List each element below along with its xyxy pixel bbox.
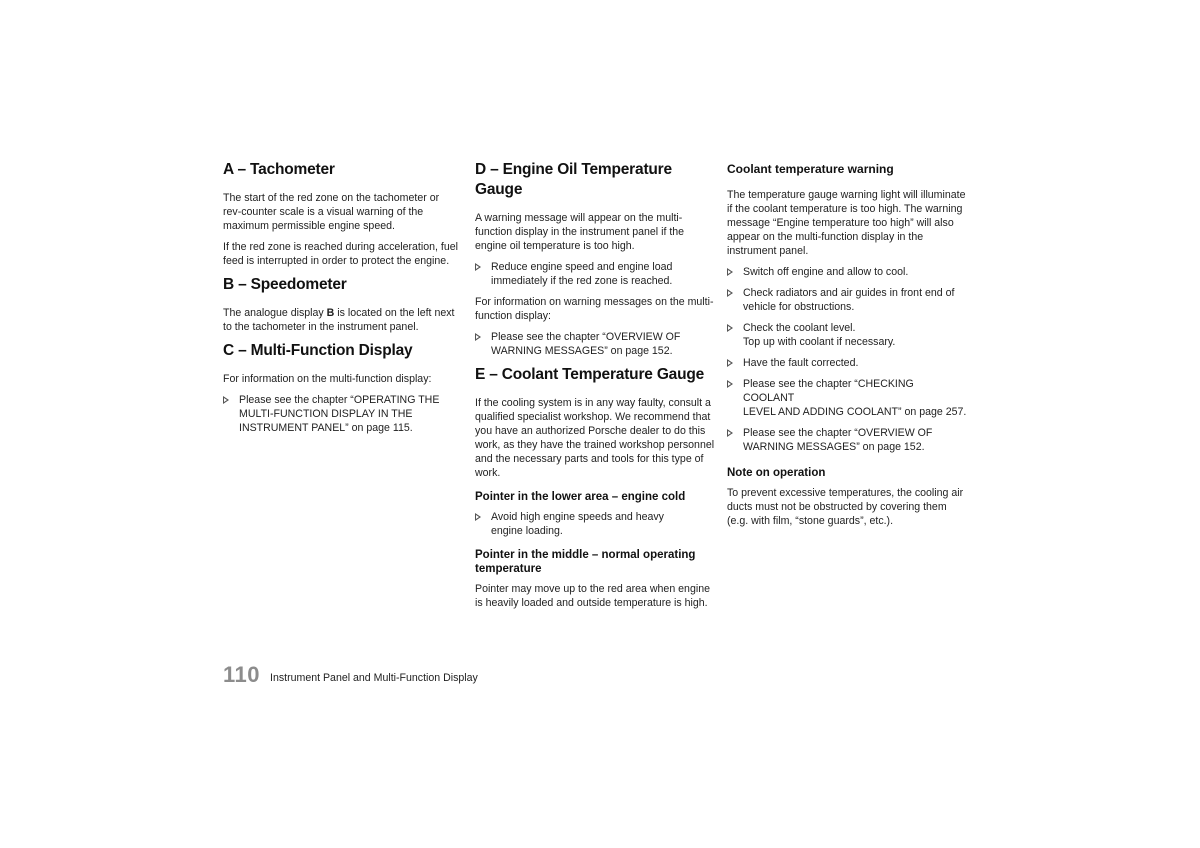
page-number: 110 <box>223 662 260 687</box>
triangle-bullet-icon <box>475 333 481 341</box>
text: is located on the left next to the tachometer in the instrument panel. <box>223 307 455 333</box>
paragraph: The temperature gauge warning light will illuminate if the coolant temperature is too high. The warning message “Engine temperature too high” will also appear on the multi-function display in the instrument panel. <box>727 189 966 257</box>
bullet-text: Reduce engine speed and engine load immediately if the red zone is reached. <box>491 261 673 287</box>
column-3 <box>727 160 967 535</box>
bullet-item <box>727 426 967 454</box>
paragraph: For information on the multi-function display: <box>223 373 432 385</box>
column-2 <box>475 160 715 617</box>
bullet-text: Avoid high engine speeds and heavy engine loading. <box>491 511 664 537</box>
bullet-item <box>727 265 967 279</box>
triangle-bullet-icon <box>727 268 733 276</box>
section-title-multi-function-display: C – Multi-Function Display <box>223 342 413 359</box>
subheading-note-on-operation: Note on operation <box>727 467 826 479</box>
paragraph: The start of the red zone on the tachometer or rev-counter scale is a visual warning of the maximum permissible engine speed. <box>223 192 440 232</box>
bullet-item <box>727 286 967 314</box>
chapter-title: Instrument Panel and Multi-Function Display <box>270 672 478 684</box>
column-1 <box>223 160 459 442</box>
paragraph <box>223 306 459 334</box>
triangle-bullet-icon <box>475 513 481 521</box>
triangle-bullet-icon <box>475 263 481 271</box>
bullet-item <box>727 377 967 419</box>
section-title-tachometer: A – Tachometer <box>223 161 335 178</box>
bullet-text: Please see the chapter “OVERVIEW OF WARNING MESSAGES” on page 152. <box>743 427 933 453</box>
paragraph: If the red zone is reached during acceleration, fuel feed is interrupted in order to protect the engine. <box>223 241 458 267</box>
paragraph: For information on warning messages on the multi-function display: <box>475 296 714 322</box>
text: The analogue display <box>223 307 327 319</box>
triangle-bullet-icon <box>727 324 733 332</box>
bullet-text: Check radiators and air guides in front end of vehicle for obstructions. <box>743 287 955 313</box>
triangle-bullet-icon <box>727 429 733 437</box>
bullet-item <box>727 356 967 370</box>
paragraph: Pointer may move up to the red area when engine is heavily loaded and outside temperature is high. <box>475 583 710 609</box>
triangle-bullet-icon <box>727 380 733 388</box>
subheading: Pointer in the lower area – engine cold <box>475 491 686 503</box>
triangle-bullet-icon <box>223 396 229 404</box>
bullet-text: Have the fault corrected. <box>743 357 859 369</box>
section-title-coolant-warning: Coolant temperature warning <box>727 162 894 176</box>
subheading: Pointer in the middle – normal operating temperature <box>475 549 696 575</box>
paragraph: A warning message will appear on the multi-function display in the instrument panel if the engine oil temperature is too high. <box>475 212 685 252</box>
section-title-oil-temperature-gauge: D – Engine Oil Temperature Gauge <box>475 161 672 198</box>
bullet-text: Please see the chapter “OPERATING THE MULTI-FUNCTION DISPLAY IN THE INSTRUMENT PANEL” on page 115. <box>239 394 440 434</box>
bullet-text: Please see the chapter “CHECKING COOLANT LEVEL AND ADDING COOLANT” on page 257. <box>743 378 967 418</box>
bold-label: B <box>326 307 335 319</box>
bullet-item <box>475 260 715 288</box>
bullet-text: Switch off engine and allow to cool. <box>743 266 909 278</box>
paragraph: If the cooling system is in any way faulty, consult a qualified specialist workshop. We recommend that you have an authorized Porsche dealer to do this work, as they have the trained workshop personnel and the necessary parts and tools for this type of work. <box>475 397 715 479</box>
section-title-speedometer: B – Speedometer <box>223 276 347 293</box>
bullet-item <box>475 510 715 538</box>
bullet-text: Please see the chapter “OVERVIEW OF WARNING MESSAGES” on page 152. <box>491 331 681 357</box>
bullet-text: Check the coolant level. Top up with coolant if necessary. <box>743 322 896 348</box>
bullet-item <box>727 321 967 349</box>
bullet-item <box>475 330 715 358</box>
triangle-bullet-icon <box>727 289 733 297</box>
triangle-bullet-icon <box>727 359 733 367</box>
paragraph: To prevent excessive temperatures, the cooling air ducts must not be obstructed by covering them (e.g. with film, “stone guards”, etc.). <box>727 487 964 527</box>
bullet-item <box>223 393 459 435</box>
section-title-coolant-temperature-gauge: E – Coolant Temperature Gauge <box>475 366 705 383</box>
